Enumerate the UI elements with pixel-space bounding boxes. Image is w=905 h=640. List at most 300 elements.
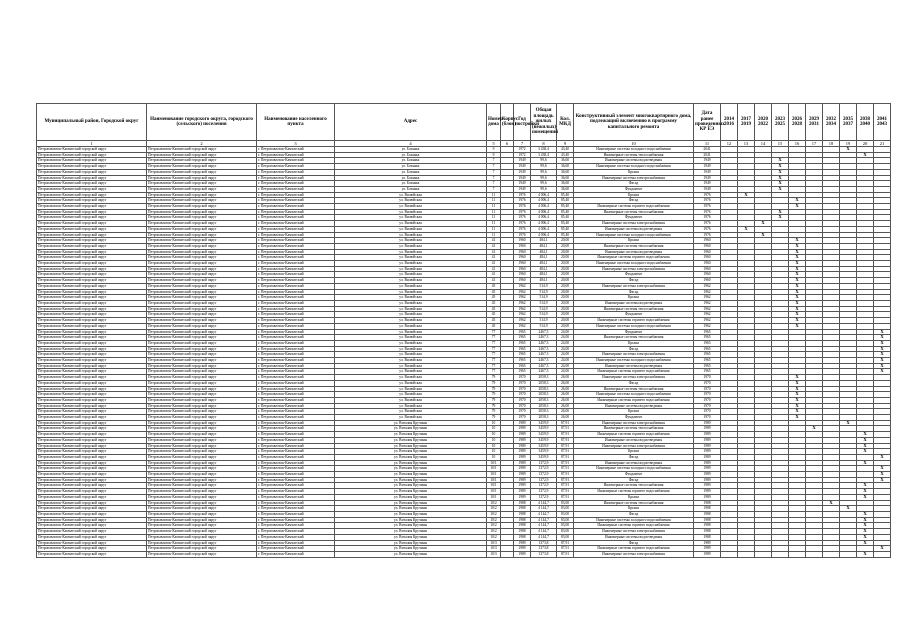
locality-cell: г. Петропавловск-Камчатский bbox=[257, 409, 335, 415]
district-cell: Петропавловск-Камчатский городской округ bbox=[37, 397, 147, 403]
period-cell: X bbox=[840, 506, 857, 512]
year-cell: 1949 bbox=[514, 169, 531, 175]
district-cell: Петропавловск-Камчатский городской округ bbox=[37, 204, 147, 210]
element-cell: Фундамент bbox=[574, 329, 694, 335]
last-repair-cell: 1965 bbox=[694, 352, 721, 358]
district-cell: Петропавловск-Камчатский городской округ bbox=[37, 209, 147, 215]
house-cell: 10/2 bbox=[487, 512, 501, 518]
locality-cell: г. Петропавловск-Камчатский bbox=[257, 540, 335, 546]
column-number: 15 bbox=[772, 141, 789, 147]
element-cell: Инженерные системы теплоснабжения bbox=[574, 243, 694, 249]
locality-cell: г. Петропавловск-Камчатский bbox=[257, 147, 335, 153]
settlement-cell: Петропавловск-Камчатский городской округ bbox=[147, 147, 257, 153]
address-cell: ул. Вилюйская bbox=[335, 329, 487, 335]
element-cell: Фасад bbox=[574, 454, 694, 460]
element-cell: Инженерные системы водоотведения bbox=[574, 403, 694, 409]
area-cell: 2058,3 bbox=[531, 386, 557, 392]
settlement-cell: Петропавловск-Камчатский городской округ bbox=[147, 215, 257, 221]
address-cell: ул. Виталия Кручины bbox=[335, 443, 487, 449]
period-cell: X bbox=[840, 147, 857, 153]
year-cell: 1965 bbox=[514, 329, 531, 335]
last-repair-cell: 1962 bbox=[694, 295, 721, 301]
period-cell: X bbox=[789, 238, 806, 244]
district-cell: Петропавловск-Камчатский городской округ bbox=[37, 181, 147, 187]
mkd-cell: 20,00 bbox=[557, 238, 574, 244]
area-cell: 1372,9 bbox=[531, 466, 557, 472]
locality-cell: г. Петропавловск-Камчатский bbox=[257, 312, 335, 318]
year-cell: 1949 bbox=[514, 175, 531, 181]
settlement-cell: Петропавловск-Камчатский городской округ bbox=[147, 266, 257, 272]
area-cell: 3459,9 bbox=[531, 432, 557, 438]
column-number: 2 bbox=[147, 141, 257, 147]
settlement-cell: Петропавловск-Камчатский городской округ bbox=[147, 249, 257, 255]
element-cell: Инженерные системы горячего водоснабжения bbox=[574, 489, 694, 495]
settlement-cell: Петропавловск-Камчатский городской округ bbox=[147, 517, 257, 523]
address-cell: ул. Виталия Кручины bbox=[335, 494, 487, 500]
settlement-cell: Петропавловск-Камчатский городской округ bbox=[147, 169, 257, 175]
period-cell bbox=[806, 551, 823, 557]
settlement-cell: Петропавловск-Камчатский городской округ bbox=[147, 449, 257, 455]
header-element: Конструктивный элемент многоквартирного дома, подлежащий включению в программу капитального ремонта bbox=[574, 104, 694, 141]
locality-cell: г. Петропавловск-Камчатский bbox=[257, 204, 335, 210]
period-cell: X bbox=[857, 512, 874, 518]
table-body bbox=[37, 147, 891, 558]
house-cell: 10 bbox=[487, 426, 501, 432]
year-cell: 1960 bbox=[514, 255, 531, 261]
mkd-cell: 24,00 bbox=[557, 363, 574, 369]
mkd-cell: 20,00 bbox=[557, 312, 574, 318]
column-number: 12 bbox=[721, 141, 738, 147]
header-period: 2014 2016 bbox=[721, 104, 738, 141]
year-cell: 1949 bbox=[514, 158, 531, 164]
house-cell: 45 bbox=[487, 318, 501, 324]
year-cell: 1988 bbox=[514, 506, 531, 512]
area-cell: 4 144,7 bbox=[531, 529, 557, 535]
period-cell: X bbox=[789, 403, 806, 409]
last-repair-cell: 1989 bbox=[694, 443, 721, 449]
element-cell: Инженерные системы электроснабжения bbox=[574, 221, 694, 227]
area-cell: 4 144,7 bbox=[531, 517, 557, 523]
year-cell: 1972 bbox=[514, 147, 531, 153]
year-cell: 1976 bbox=[514, 198, 531, 204]
locality-cell: г. Петропавловск-Камчатский bbox=[257, 551, 335, 557]
settlement-cell: Петропавловск-Камчатский городской округ bbox=[147, 477, 257, 483]
mkd-cell: 26,00 bbox=[557, 380, 574, 386]
house-cell: 11 bbox=[487, 198, 501, 204]
mkd-cell: 43,40 bbox=[557, 152, 574, 158]
period-cell: X bbox=[789, 318, 806, 324]
locality-cell: г. Петропавловск-Камчатский bbox=[257, 289, 335, 295]
district-cell: Петропавловск-Камчатский городской округ bbox=[37, 226, 147, 232]
address-cell: ул. Виталия Кручины bbox=[335, 466, 487, 472]
element-cell: Инженерные системы холодного водоснабжения bbox=[574, 358, 694, 364]
period-cell: X bbox=[874, 358, 891, 364]
period-cell bbox=[721, 551, 738, 557]
header-period: 2023 2025 bbox=[772, 104, 789, 141]
mkd-cell: 20,00 bbox=[557, 261, 574, 267]
area-cell: 514,9 bbox=[531, 306, 557, 312]
district-cell: Петропавловск-Камчатский городской округ bbox=[37, 460, 147, 466]
locality-cell: г. Петропавловск-Камчатский bbox=[257, 386, 335, 392]
header-area: Общая площадь жилых (нежилых) помещений bbox=[531, 104, 557, 141]
column-number: 21 bbox=[874, 141, 891, 147]
element-cell: Крыша bbox=[574, 409, 694, 415]
district-cell: Петропавловск-Камчатский городской округ bbox=[37, 363, 147, 369]
year-cell: 1965 bbox=[514, 340, 531, 346]
address-cell: ул. Вилюйская bbox=[335, 209, 487, 215]
house-cell: 10/1 bbox=[487, 477, 501, 483]
period-cell bbox=[755, 551, 772, 557]
mkd-cell: 26,00 bbox=[557, 386, 574, 392]
mkd-cell: 87,91 bbox=[557, 551, 574, 557]
last-repair-cell: 1965 bbox=[694, 340, 721, 346]
header-year-built: Год постройки bbox=[514, 104, 531, 141]
area-cell: 2058,3 bbox=[531, 375, 557, 381]
mkd-cell: 87,91 bbox=[557, 460, 574, 466]
year-cell: 1960 bbox=[514, 266, 531, 272]
mkd-cell: 36,60 bbox=[557, 164, 574, 170]
district-cell: Петропавловск-Камчатский городской округ bbox=[37, 306, 147, 312]
period-cell: X bbox=[857, 152, 874, 158]
district-cell: Петропавловск-Камчатский городской округ bbox=[37, 489, 147, 495]
area-cell: 1372,9 bbox=[531, 472, 557, 478]
locality-cell: г. Петропавловск-Камчатский bbox=[257, 523, 335, 529]
address-cell: ул. Бохняка bbox=[335, 169, 487, 175]
address-cell: ул. Виталия Кручины bbox=[335, 512, 487, 518]
element-cell: Инженерные системы теплоснабжения bbox=[574, 386, 694, 392]
address-cell: ул. Вилюйская bbox=[335, 386, 487, 392]
locality-cell: г. Петропавловск-Камчатский bbox=[257, 232, 335, 238]
area-cell: 4 006,4 bbox=[531, 192, 557, 198]
element-cell: Инженерные системы электроснабжения bbox=[574, 352, 694, 358]
locality-cell: г. Петропавловск-Камчатский bbox=[257, 152, 335, 158]
area-cell: 3459,9 bbox=[531, 443, 557, 449]
area-cell: 3459,9 bbox=[531, 449, 557, 455]
area-cell: 1373,8 bbox=[531, 540, 557, 546]
element-cell: Фундамент bbox=[574, 272, 694, 278]
element-cell: Инженерные системы теплоснабжения bbox=[574, 152, 694, 158]
element-cell: Инженерные системы холодного водоснабжения bbox=[574, 323, 694, 329]
period-cell: X bbox=[857, 551, 874, 557]
house-cell: 7 bbox=[487, 175, 501, 181]
mkd-cell: 87,91 bbox=[557, 483, 574, 489]
period-cell: X bbox=[789, 261, 806, 267]
last-repair-cell: 1976 bbox=[694, 192, 721, 198]
mkd-cell: 87,91 bbox=[557, 432, 574, 438]
last-repair-cell: 1965 bbox=[694, 369, 721, 375]
address-cell: ул. Вилюйская bbox=[335, 261, 487, 267]
settlement-cell: Петропавловск-Камчатский городской округ bbox=[147, 204, 257, 210]
house-cell: 7 bbox=[487, 169, 501, 175]
element-cell: Инженерные системы водоотведения bbox=[574, 363, 694, 369]
element-cell: Инженерные системы холодного водоснабжения bbox=[574, 164, 694, 170]
house-cell: 79 bbox=[487, 397, 501, 403]
column-number: 20 bbox=[857, 141, 874, 147]
period-cell: X bbox=[874, 466, 891, 472]
district-cell: Петропавловск-Камчатский городской округ bbox=[37, 335, 147, 341]
last-repair-cell: 1976 bbox=[694, 198, 721, 204]
year-cell: 1989 bbox=[514, 494, 531, 500]
district-cell: Петропавловск-Камчатский городской округ bbox=[37, 147, 147, 153]
district-cell: Петропавловск-Камчатский городской округ bbox=[37, 466, 147, 472]
header-building: Корпус (блок) bbox=[501, 104, 514, 141]
header-period: 2038 2040 bbox=[857, 104, 874, 141]
period-cell: X bbox=[857, 437, 874, 443]
mkd-cell: 20,00 bbox=[557, 249, 574, 255]
address-cell: ул. Вилюйская bbox=[335, 221, 487, 227]
settlement-cell: Петропавловск-Камчатский городской округ bbox=[147, 306, 257, 312]
column-number: 16 bbox=[789, 141, 806, 147]
locality-cell: г. Петропавловск-Камчатский bbox=[257, 226, 335, 232]
period-cell: X bbox=[789, 249, 806, 255]
area-cell: 4 006,4 bbox=[531, 204, 557, 210]
settlement-cell: Петропавловск-Камчатский городской округ bbox=[147, 164, 257, 170]
last-repair-cell: 1970 bbox=[694, 397, 721, 403]
house-cell: 41 bbox=[487, 238, 501, 244]
settlement-cell: Петропавловск-Камчатский городской округ bbox=[147, 472, 257, 478]
house-cell: 11 bbox=[487, 192, 501, 198]
area-cell: 4 144,7 bbox=[531, 512, 557, 518]
district-cell: Петропавловск-Камчатский городской округ bbox=[37, 392, 147, 398]
mkd-cell: 36,60 bbox=[557, 169, 574, 175]
locality-cell: г. Петропавловск-Камчатский bbox=[257, 215, 335, 221]
year-cell: 1976 bbox=[514, 232, 531, 238]
column-number: 17 bbox=[806, 141, 823, 147]
last-repair-cell: 1976 bbox=[694, 226, 721, 232]
last-repair-cell: 1989 bbox=[694, 483, 721, 489]
element-cell: Фасад bbox=[574, 278, 694, 284]
last-repair-cell: 1965 bbox=[694, 329, 721, 335]
house-cell: 45 bbox=[487, 295, 501, 301]
period-cell: X bbox=[789, 380, 806, 386]
address-cell: ул. Бохняка bbox=[335, 181, 487, 187]
mkd-cell: 85,40 bbox=[557, 198, 574, 204]
settlement-cell: Петропавловск-Камчатский городской округ bbox=[147, 363, 257, 369]
element-cell: Фасад bbox=[574, 540, 694, 546]
district-cell: Петропавловск-Камчатский городской округ bbox=[37, 494, 147, 500]
mkd-cell: 87,91 bbox=[557, 437, 574, 443]
settlement-cell: Петропавловск-Камчатский городской округ bbox=[147, 489, 257, 495]
address-cell: ул. Виталия Кручины bbox=[335, 454, 487, 460]
settlement-cell: Петропавловск-Камчатский городской округ bbox=[147, 420, 257, 426]
mkd-cell: 24,00 bbox=[557, 352, 574, 358]
period-cell: X bbox=[789, 397, 806, 403]
settlement-cell: Петропавловск-Камчатский городской округ bbox=[147, 346, 257, 352]
district-cell: Петропавловск-Камчатский городской округ bbox=[37, 426, 147, 432]
area-cell: 1373,8 bbox=[531, 551, 557, 557]
area-cell: 514,9 bbox=[531, 323, 557, 329]
year-cell: 1949 bbox=[514, 164, 531, 170]
district-cell: Петропавловск-Камчатский городской округ bbox=[37, 318, 147, 324]
locality-cell: г. Петропавловск-Камчатский bbox=[257, 278, 335, 284]
area-cell: 1372,9 bbox=[531, 489, 557, 495]
district-cell: Петропавловск-Камчатский городской округ bbox=[37, 221, 147, 227]
district-cell: Петропавловск-Камчатский городской округ bbox=[37, 300, 147, 306]
locality-cell: г. Петропавловск-Камчатский bbox=[257, 460, 335, 466]
mkd-cell: 85,40 bbox=[557, 226, 574, 232]
element-cell: Инженерные системы электроснабжения bbox=[574, 443, 694, 449]
address-cell: ул. Бохняка bbox=[335, 164, 487, 170]
district-cell: Петропавловск-Камчатский городской округ bbox=[37, 295, 147, 301]
district-cell: Петропавловск-Камчатский городской округ bbox=[37, 289, 147, 295]
locality-cell: г. Петропавловск-Камчатский bbox=[257, 506, 335, 512]
area-cell: 1372,9 bbox=[531, 494, 557, 500]
last-repair-cell: 1962 bbox=[694, 300, 721, 306]
year-cell: 1988 bbox=[514, 534, 531, 540]
locality-cell: г. Петропавловск-Камчатский bbox=[257, 238, 335, 244]
address-cell: ул. Вилюйская bbox=[335, 215, 487, 221]
mkd-cell: 20,00 bbox=[557, 295, 574, 301]
period-cell: X bbox=[755, 221, 772, 227]
last-repair-cell: 1976 bbox=[694, 221, 721, 227]
settlement-cell: Петропавловск-Камчатский городской округ bbox=[147, 506, 257, 512]
settlement-cell: Петропавловск-Камчатский городской округ bbox=[147, 483, 257, 489]
settlement-cell: Петропавловск-Камчатский городской округ bbox=[147, 340, 257, 346]
last-repair-cell: 1989 bbox=[694, 420, 721, 426]
last-repair-cell: 1989 bbox=[694, 540, 721, 546]
house-cell: 45 bbox=[487, 306, 501, 312]
address-cell: ул. Виталия Кручины bbox=[335, 489, 487, 495]
locality-cell: г. Петропавловск-Камчатский bbox=[257, 420, 335, 426]
mkd-cell: 20,00 bbox=[557, 318, 574, 324]
last-repair-cell: 1989 bbox=[694, 432, 721, 438]
year-cell: 1960 bbox=[514, 243, 531, 249]
house-cell: 11 bbox=[487, 204, 501, 210]
last-repair-cell: 1989 bbox=[694, 477, 721, 483]
district-cell: Петропавловск-Камчатский городской округ bbox=[37, 152, 147, 158]
locality-cell: г. Петропавловск-Камчатский bbox=[257, 192, 335, 198]
mkd-cell: 20,00 bbox=[557, 278, 574, 284]
district-cell: Петропавловск-Камчатский городской округ bbox=[37, 272, 147, 278]
district-cell: Петропавловск-Камчатский городской округ bbox=[37, 477, 147, 483]
area-cell: 4 144,7 bbox=[531, 523, 557, 529]
element-cell: Инженерные системы теплоснабжения bbox=[574, 426, 694, 432]
house-cell: 10/1 bbox=[487, 472, 501, 478]
district-cell: Петропавловск-Камчатский городской округ bbox=[37, 175, 147, 181]
house-cell: 11 bbox=[487, 232, 501, 238]
year-cell: 1989 bbox=[514, 472, 531, 478]
district-cell: Петропавловск-Камчатский городской округ bbox=[37, 255, 147, 261]
area-cell: 2058,3 bbox=[531, 397, 557, 403]
year-cell: 1962 bbox=[514, 289, 531, 295]
year-cell: 1965 bbox=[514, 352, 531, 358]
year-cell: 1965 bbox=[514, 346, 531, 352]
mkd-cell: 87,91 bbox=[557, 420, 574, 426]
mkd-cell: 85,40 bbox=[557, 221, 574, 227]
mkd-cell: 20,00 bbox=[557, 289, 574, 295]
header-locality: Наименование населенного пункта bbox=[257, 104, 335, 141]
address-cell: ул. Вилюйская bbox=[335, 226, 487, 232]
last-repair-cell: 1970 bbox=[694, 392, 721, 398]
address-cell: ул. Вилюйская bbox=[335, 306, 487, 312]
period-cell: X bbox=[857, 523, 874, 529]
last-repair-cell: 1988 bbox=[694, 512, 721, 518]
mkd-cell: 87,91 bbox=[557, 454, 574, 460]
element-cell: Инженерные системы водоотведения bbox=[574, 460, 694, 466]
house-cell: 10/3 bbox=[487, 540, 501, 546]
element-cell: Инженерные системы водоотведения bbox=[574, 158, 694, 164]
district-cell: Петропавловск-Камчатский городской округ bbox=[37, 546, 147, 552]
mkd-cell: 83,00 bbox=[557, 500, 574, 506]
last-repair-cell: 1989 bbox=[694, 426, 721, 432]
area-cell: 484,1 bbox=[531, 255, 557, 261]
last-repair-cell: 1949 bbox=[694, 158, 721, 164]
house-cell: 11 bbox=[487, 226, 501, 232]
year-cell: 1970 bbox=[514, 375, 531, 381]
locality-cell: г. Петропавловск-Камчатский bbox=[257, 397, 335, 403]
house-cell: 10 bbox=[487, 449, 501, 455]
area-cell: 1372,9 bbox=[531, 460, 557, 466]
house-cell: 10 bbox=[487, 432, 501, 438]
area-cell: 4 006,4 bbox=[531, 232, 557, 238]
year-cell: 1965 bbox=[514, 369, 531, 375]
address-cell: ул. Виталия Кручины bbox=[335, 523, 487, 529]
period-cell: X bbox=[772, 186, 789, 192]
year-cell: 1970 bbox=[514, 397, 531, 403]
period-cell: X bbox=[772, 169, 789, 175]
area-cell: 99,6 bbox=[531, 164, 557, 170]
house-cell: 41 bbox=[487, 261, 501, 267]
year-cell: 1989 bbox=[514, 489, 531, 495]
area-cell: 514,9 bbox=[531, 295, 557, 301]
year-cell: 1960 bbox=[514, 249, 531, 255]
house-cell: 79 bbox=[487, 375, 501, 381]
settlement-cell: Петропавловск-Камчатский городской округ bbox=[147, 152, 257, 158]
element-cell: Инженерные системы холодного водоснабжения bbox=[574, 466, 694, 472]
house-cell: 10/2 bbox=[487, 500, 501, 506]
period-cell: X bbox=[857, 534, 874, 540]
area-cell: 4 006,4 bbox=[531, 209, 557, 215]
address-cell: ул. Вилюйская bbox=[335, 375, 487, 381]
settlement-cell: Петропавловск-Камчатский городской округ bbox=[147, 209, 257, 215]
settlement-cell: Петропавловск-Камчатский городской округ bbox=[147, 318, 257, 324]
last-repair-cell: 1988 bbox=[694, 534, 721, 540]
locality-cell: г. Петропавловск-Камчатский bbox=[257, 255, 335, 261]
element-cell: Фасад bbox=[574, 198, 694, 204]
locality-cell: г. Петропавловск-Камчатский bbox=[257, 472, 335, 478]
last-repair-cell: 1970 bbox=[694, 380, 721, 386]
mkd-cell: 83,00 bbox=[557, 523, 574, 529]
period-cell bbox=[772, 551, 789, 557]
period-cell: X bbox=[823, 500, 840, 506]
last-repair-cell: 1989 bbox=[694, 449, 721, 455]
settlement-cell: Петропавловск-Камчатский городской округ bbox=[147, 426, 257, 432]
house-cell: 9 bbox=[487, 152, 501, 158]
house-cell: 41 bbox=[487, 278, 501, 284]
locality-cell: г. Петропавловск-Камчатский bbox=[257, 198, 335, 204]
mkd-cell: 87,91 bbox=[557, 477, 574, 483]
address-cell: ул. Виталия Кручины bbox=[335, 483, 487, 489]
mkd-cell: 24,00 bbox=[557, 329, 574, 335]
last-repair-cell: 1960 bbox=[694, 261, 721, 267]
address-cell: ул. Виталия Кручины bbox=[335, 477, 487, 483]
element-cell: Инженерные системы горячего водоснабжения bbox=[574, 204, 694, 210]
year-cell: 1988 bbox=[514, 517, 531, 523]
last-repair-cell: 1976 bbox=[694, 215, 721, 221]
house-cell: 41 bbox=[487, 255, 501, 261]
period-cell: X bbox=[789, 392, 806, 398]
address-cell: ул. Вилюйская bbox=[335, 403, 487, 409]
year-cell: 1962 bbox=[514, 318, 531, 324]
district-cell: Петропавловск-Камчатский городской округ bbox=[37, 192, 147, 198]
column-number: 11 bbox=[694, 141, 721, 147]
locality-cell: г. Петропавловск-Камчатский bbox=[257, 272, 335, 278]
period-cell: X bbox=[874, 369, 891, 375]
period-cell: X bbox=[789, 306, 806, 312]
last-repair-cell: 1965 bbox=[694, 335, 721, 341]
mkd-cell: 83,00 bbox=[557, 506, 574, 512]
mkd-cell: 87,91 bbox=[557, 489, 574, 495]
